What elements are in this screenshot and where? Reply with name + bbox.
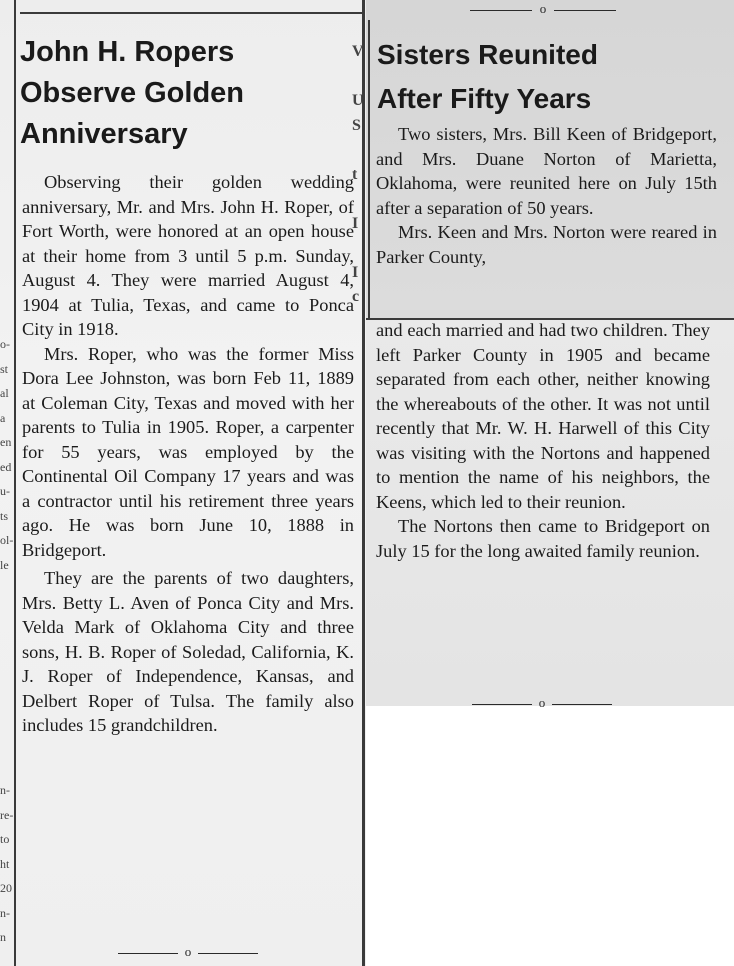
cropped-gutter-fragment: V U S t I I c <box>352 43 364 305</box>
right-article-body-bottom <box>376 318 710 563</box>
right-paragraph: Mrs. Keen and Mrs. Norton were reared in Parker County, <box>376 222 717 267</box>
separator-mark: o <box>184 944 192 959</box>
right-end-separator <box>472 697 612 711</box>
separator-line <box>554 10 616 11</box>
separator-line <box>470 10 532 11</box>
left-headline-line: Anniversary <box>20 118 188 150</box>
cropped-column-fragment-left-lower: n- re- to ht 20 n- n <box>0 783 14 944</box>
cropped-column-fragment-left: o- st al a en ed u- ts ol- le <box>0 337 14 572</box>
left-paragraph: They are the parents of two daughters, Mrs. Betty L. Aven of Ponca City and Mrs. Velda Mark of Oklahoma City and three sons, H. B. Roper of Soledad, California, K. J. Roper of Independence, Kansas, and Delbert Roper of Tulsa. The family also includes 15 grandchildren. <box>22 568 354 735</box>
left-paragraph: Observing their golden wedding anniversary, Mr. and Mrs. John H. Roper, of Fort Worth, were honored at an open house at their home from 3 until 5 p.m. Sunday, August 4. They were married August 4, 1904 at Tulia, Texas, and came to Ponca City in 1918. <box>22 172 354 339</box>
left-headline-line: Observe Golden <box>20 77 245 109</box>
separator-line <box>472 704 532 705</box>
left-headline <box>20 32 360 155</box>
left-end-separator <box>118 946 258 960</box>
right-headline-line: Sisters Reunited <box>377 39 598 70</box>
left-paragraph: Mrs. Roper, who was the former Miss Dora Lee Johnston, was born Feb 11, 1889 at Coleman City, Texas and moved with her parents to Tulia in 1905. Roper, a carpenter for 55 years, was employed by the Continental Oil Company 17 years and was a contractor until his retirement three years ago. He was born June 10, 1888 in Bridgeport. <box>22 343 354 560</box>
separator-mark: o <box>539 1 547 16</box>
separator-line <box>118 953 178 954</box>
top-rule <box>20 12 362 14</box>
right-paragraph: and each married and had two children. They left Parker County in 1905 and became separated from each other, neither knowing the whereabouts of the other. It was not until recently that Mr. W. H. Harwell of this City was visiting with the Nortons and happened to mention the name of his neighbors, the Keens, which led to their reunion. <box>376 320 710 512</box>
right-paragraph: Two sisters, Mrs. Bill Keen of Bridgeport, and Mrs. Duane Norton of Marietta, Oklahoma, were reunited here on July 15th after a separation of 50 years. <box>376 124 717 218</box>
separator-mark: o <box>538 695 546 710</box>
separator-line <box>552 704 612 705</box>
separator-line <box>198 953 258 954</box>
right-headline-line: After Fifty Years <box>377 83 592 114</box>
left-article-body <box>22 170 354 738</box>
right-headline <box>377 33 727 121</box>
left-headline-line: John H. Ropers <box>20 36 235 68</box>
right-top-separator <box>470 3 616 17</box>
right-column-rule <box>368 20 370 320</box>
right-article-body-top <box>376 122 717 297</box>
right-paragraph: The Nortons then came to Bridgeport on July 15 for the long awaited family reunion. <box>376 516 710 561</box>
left-column-rule <box>14 0 16 966</box>
